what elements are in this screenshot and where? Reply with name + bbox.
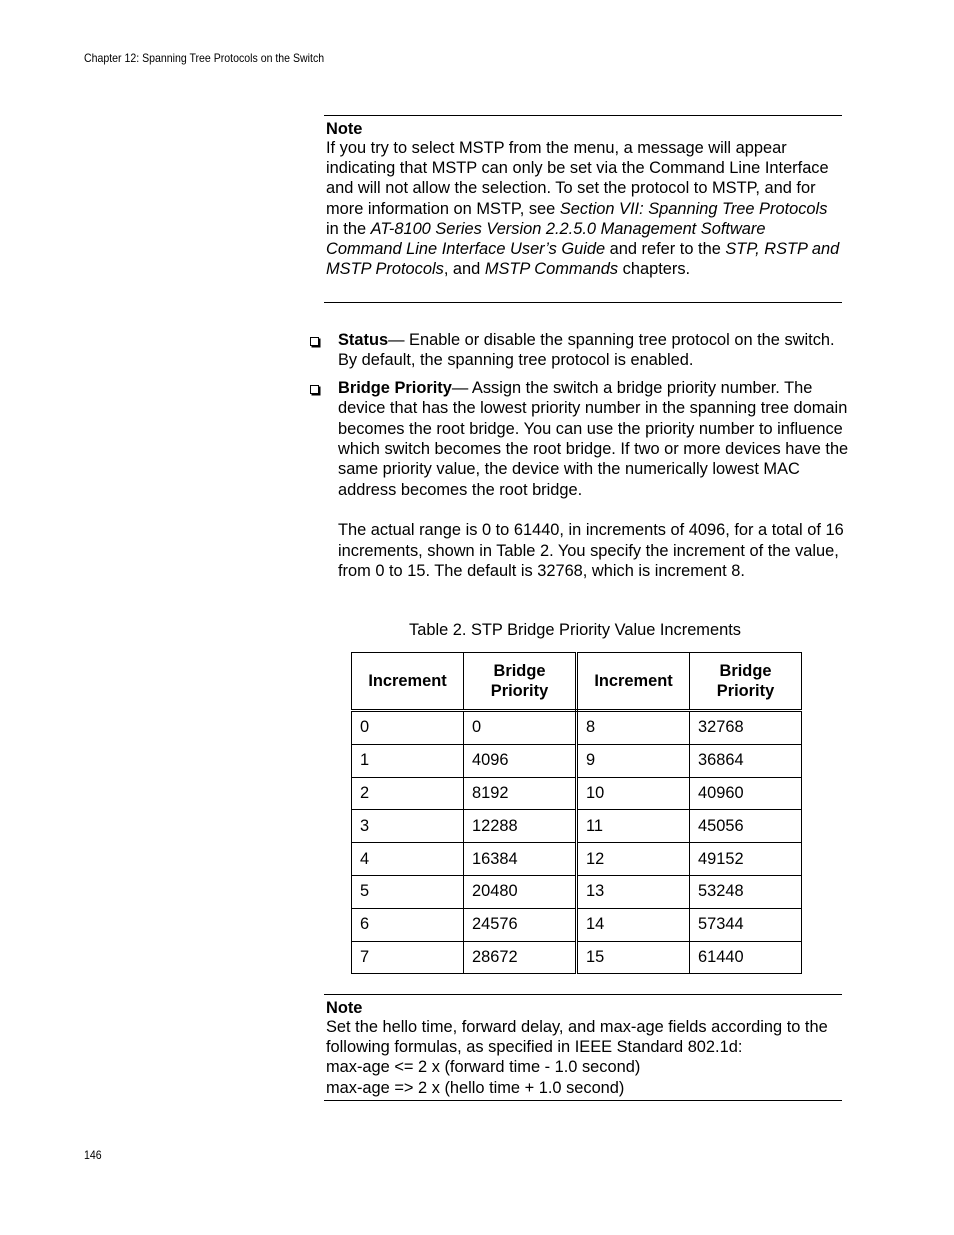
table-header-cell: Bridge Priority (464, 653, 577, 711)
table-cell: 7 (352, 941, 464, 974)
page-number: 146 (84, 1148, 102, 1162)
table-cell: 24576 (464, 908, 577, 941)
note-box-formulas (324, 994, 842, 1101)
table-cell: 12 (577, 843, 690, 876)
table-cell: 11 (577, 810, 690, 843)
table-row (352, 941, 802, 974)
bullet-description: — Assign the switch a bridge priority number. The device that has the lowest priority number in the spanning tree domain becomes the root bridge. You can use the priority number to influence which switch becomes the root bridge. If two or more devices have the same priority value, the device with the numerically lowest MAC address becomes the root bridge. (338, 378, 849, 499)
table-cell: 3 (352, 810, 464, 843)
checkbox-bullet-icon (310, 385, 319, 394)
checkbox-bullet-icon (310, 337, 319, 346)
table-caption: Table 2. STP Bridge Priority Value Increments (409, 621, 741, 639)
bullet-list (309, 330, 849, 588)
table-cell: 28672 (464, 941, 577, 974)
bullet-term: Bridge Priority (338, 378, 452, 397)
table-header-row (352, 653, 802, 711)
note-title: Note (326, 120, 363, 138)
note-body (326, 138, 840, 279)
bullet-description: — Enable or disable the spanning tree protocol on the switch. By default, the spanning tree protocol is enabled. (338, 331, 835, 370)
table-cell: 16384 (464, 843, 577, 876)
table-cell: 57344 (690, 908, 802, 941)
note-body-text: If you try to select MSTP from the menu, a message will appear indicating that MSTP can only be set via the Command Line Interface and will not allow the selection. To set the protocol to MSTP, and for more information on MSTP, see (326, 139, 829, 218)
bullet-extra-paragraph: The actual range is 0 to 61440, in increments of 4096, for a total of 16 increments, shown in Table 2. You specify the increment of the value, from 0 to 15. The default is 32768, which is increment 8. (338, 521, 844, 581)
note-body-text: in the (326, 219, 371, 238)
table-row (352, 810, 802, 843)
table-cell: 0 (464, 711, 577, 745)
table-header-cell: Increment (352, 653, 464, 711)
note-line: Set the hello time, forward delay, and max-age fields according to the following formulas, as specified in IEEE Standard 802.1d: (326, 1018, 828, 1057)
chapter-header: Chapter 12: Spanning Tree Protocols on the Switch (84, 51, 325, 65)
table-cell: 36864 (690, 744, 802, 777)
table-header-cell: Increment (577, 653, 690, 711)
table-cell: 14 (577, 908, 690, 941)
note-body-reference: MSTP Commands (484, 260, 619, 279)
table-cell: 8192 (464, 777, 577, 810)
note-body-text: and refer to the (605, 240, 726, 259)
table-cell: 8 (577, 711, 690, 745)
table-cell: 2 (352, 777, 464, 810)
table-row (352, 711, 802, 745)
table-cell: 6 (352, 908, 464, 941)
table-cell: 53248 (690, 875, 802, 908)
table-cell: 32768 (690, 711, 802, 745)
table-cell: 1 (352, 744, 464, 777)
priority-table-container (351, 652, 802, 974)
table-row (352, 875, 802, 908)
note-line: max-age => 2 x (hello time + 1.0 second) (326, 1078, 625, 1097)
table-row (352, 908, 802, 941)
table-row (352, 843, 802, 876)
bullet-term: Status (338, 331, 389, 349)
table-row (352, 744, 802, 777)
note-body-reference: Section VII: Spanning Tree Protocols (559, 199, 828, 218)
note-body-text: , and (443, 260, 485, 279)
table-header-cell: Bridge Priority (690, 653, 802, 711)
table-cell: 10 (577, 777, 690, 810)
table-row (352, 777, 802, 810)
table-cell: 20480 (464, 875, 577, 908)
table-cell: 49152 (690, 843, 802, 876)
table-cell: 61440 (690, 941, 802, 974)
note-body-text: chapters. (618, 260, 691, 279)
table-cell: 15 (577, 941, 690, 974)
bullet-text (338, 330, 849, 371)
priority-table (351, 652, 802, 974)
table-cell: 4096 (464, 744, 577, 777)
note-line: max-age <= 2 x (forward time - 1.0 second) (326, 1058, 641, 1077)
note-body-reference: AT-8100 Series Version 2.2.5.0 Management Software Command Line Interface User’s Guide (326, 219, 766, 259)
table-cell: 0 (352, 711, 464, 745)
table-cell: 9 (577, 744, 690, 777)
note-body-reference: STP, RSTP and MSTP Protocols (326, 240, 840, 279)
bullet-bridge-priority (309, 378, 849, 582)
bullet-text (338, 378, 849, 500)
bullet-status (309, 330, 849, 371)
note-box-mstp (324, 115, 842, 303)
note-title: Note (326, 999, 363, 1017)
table-cell: 5 (352, 875, 464, 908)
table-cell: 13 (577, 875, 690, 908)
table-body (352, 711, 802, 974)
table-cell: 40960 (690, 777, 802, 810)
table-cell: 12288 (464, 810, 577, 843)
table-cell: 45056 (690, 810, 802, 843)
table-cell: 4 (352, 843, 464, 876)
